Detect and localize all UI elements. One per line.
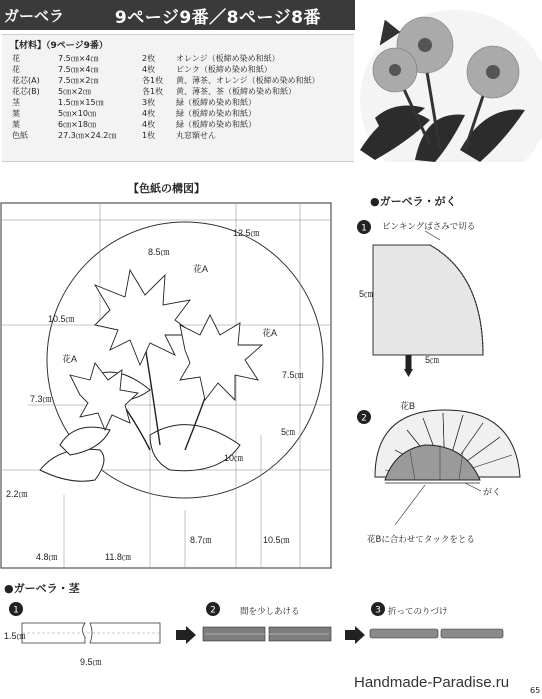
materials-name: 花芯(B) xyxy=(12,87,40,96)
materials-name: 葉 xyxy=(12,120,20,129)
dim-label: 10.5㎝ xyxy=(263,535,290,545)
dim-label: 2.2㎝ xyxy=(6,489,28,499)
calyx-step2-note: 花Bに合わせてタックをとる xyxy=(367,535,475,545)
materials-size: 5㎝×2㎝ xyxy=(58,87,91,96)
stem-step2-note: 間を少しあける xyxy=(240,607,300,617)
materials-qty: 3枚 xyxy=(142,98,156,107)
flower-a-label: 花A xyxy=(62,354,78,364)
stem-step3-note: 折ってのりづけ xyxy=(388,607,448,617)
materials-size: 27.3㎝×24.2㎝ xyxy=(58,131,117,140)
calyx-dim-w: 5㎝ xyxy=(425,355,440,365)
dim-label: 10.5㎝ xyxy=(48,314,75,324)
materials-size: 5㎝×10㎝ xyxy=(58,109,96,118)
materials-name: 色紙 xyxy=(12,131,28,140)
gerbera-photo xyxy=(355,0,542,162)
materials-box xyxy=(2,34,354,162)
materials-row xyxy=(10,119,322,130)
flower-a-label: 花A xyxy=(262,328,278,338)
materials-qty: 4枚 xyxy=(142,109,156,118)
page-number: 65 xyxy=(530,686,541,695)
header-title: ガーベラ xyxy=(4,6,65,25)
materials-row xyxy=(10,64,322,75)
materials-qty: 4枚 xyxy=(142,65,156,74)
stem-dim-h: 1.5㎝ xyxy=(4,631,26,641)
materials-table xyxy=(10,53,322,141)
materials-qty: 2枚 xyxy=(142,54,156,63)
materials-row xyxy=(10,108,322,119)
dim-label: 10㎝ xyxy=(224,453,244,463)
materials-size: 7.5㎝×2㎝ xyxy=(58,76,99,85)
dim-label: 7.5㎝ xyxy=(282,370,304,380)
materials-size: 7.5㎝×4㎝ xyxy=(58,54,99,63)
materials-size: 1.5㎝×15㎝ xyxy=(58,98,104,107)
dim-label: 11.8㎝ xyxy=(105,552,131,562)
calyx-dim-h: 5㎝ xyxy=(359,289,374,299)
materials-qty: 1枚 xyxy=(142,131,156,140)
stem-dim-w: 9.5㎝ xyxy=(80,657,102,667)
svg-text:1: 1 xyxy=(13,605,19,616)
materials-size: 6㎝×18㎝ xyxy=(58,120,96,129)
svg-text:2: 2 xyxy=(210,605,216,616)
materials-row xyxy=(10,86,322,97)
materials-row xyxy=(10,75,322,86)
materials-desc: 緑（板締め染め和紙） xyxy=(176,98,256,107)
materials-name: 花芯(A) xyxy=(12,76,40,85)
svg-text:1: 1 xyxy=(361,223,367,234)
svg-text:3: 3 xyxy=(375,605,381,616)
flower-a-label: 花A xyxy=(193,264,209,274)
calyx-title: ●ガーベラ・がく xyxy=(370,195,457,208)
materials-qty: 各1枚 xyxy=(142,76,164,85)
dim-label: 5㎝ xyxy=(281,427,296,437)
header-subtitle: 9ページ9番／8ページ8番 xyxy=(114,7,321,28)
materials-qty: 4枚 xyxy=(142,120,156,129)
calyx-label: がく xyxy=(483,487,502,497)
materials-row xyxy=(10,130,322,141)
composition-diagram xyxy=(0,195,335,570)
calyx-flower-b-label: 花B xyxy=(400,401,416,411)
dim-label: 8.7㎝ xyxy=(190,535,212,545)
materials-name: 茎 xyxy=(12,98,20,107)
materials-size: 7.5㎝×4㎝ xyxy=(58,65,99,74)
dim-label: 8.5㎝ xyxy=(148,247,170,257)
materials-desc: ピンク（板締め染め和紙） xyxy=(176,65,272,74)
calyx-diagram xyxy=(355,215,542,555)
materials-desc: 緑（板締め染め和紙） xyxy=(176,120,256,129)
materials-desc: 丸窓額せん xyxy=(176,131,216,140)
materials-name: 花 xyxy=(12,54,20,63)
stem-diagram xyxy=(0,597,542,669)
header-bar xyxy=(0,0,355,30)
materials-name: 葉 xyxy=(12,109,20,118)
stem-title: ●ガーベラ・茎 xyxy=(4,582,80,595)
dim-label: 12.5㎝ xyxy=(233,228,260,238)
materials-qty: 各1枚 xyxy=(142,87,164,96)
materials-desc: オレンジ（板締め染め和紙） xyxy=(176,54,280,63)
materials-name: 花 xyxy=(12,65,20,74)
footer-url: Handmade-Paradise.ru xyxy=(354,674,510,691)
composition-title: 【色紙の構図】 xyxy=(128,182,205,195)
dim-label: 7.3㎝ xyxy=(30,394,52,404)
dim-label: 4.8㎝ xyxy=(36,552,58,562)
svg-text:2: 2 xyxy=(361,413,367,424)
materials-desc: 黄、薄茶、茶（板締め染め和紙） xyxy=(176,87,296,96)
materials-desc: 緑（板締め染め和紙） xyxy=(176,109,256,118)
calyx-step1-note: ピンキングばさみで切る xyxy=(382,222,476,232)
materials-row xyxy=(10,97,322,108)
materials-row xyxy=(10,53,322,64)
materials-desc: 黄、薄茶、オレンジ（板締め染め和紙） xyxy=(176,76,320,85)
materials-title: 【材料】（9ページ9番） xyxy=(10,41,108,51)
